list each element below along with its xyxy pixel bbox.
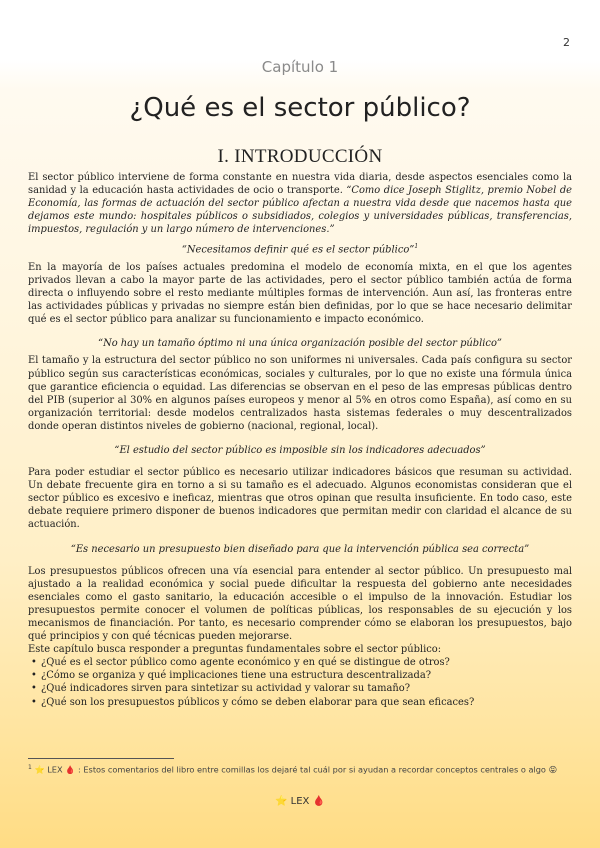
page-number: 2 bbox=[563, 36, 570, 49]
list-item: • ¿Qué es el sector público como agente económico y en qué se distingue de otros? bbox=[41, 656, 572, 669]
intro-text: El sector público interviene de forma constante en nuestra vida diaria, desde aspectos esenciales como la sanidad y la educación hasta actividades de ocio o transporte. bbox=[28, 172, 572, 197]
main-content bbox=[28, 171, 572, 709]
star-icon: ⭐ bbox=[34, 764, 45, 775]
section-body: En la mayoría de los países actuales predomina el modelo de economía mixta, en el que los agentes privados llevan a cabo la mayor parte de las actividades, pero el sector público también actúa de forma directa o influyendo sobre el resto mediante múltiples formas de intervención. Aun así, las fronteras entre las actividades públicas y privadas no siempre están bien definidas, por lo que se hace necesario delimitar qué es el sector público para analizar su funcionamiento e impacto económico. bbox=[28, 261, 572, 326]
section-subhead: “Es necesario un presupuesto bien diseñado para que la intervención pública sea correcta” bbox=[70, 543, 530, 555]
subhead-text: “Necesitamos definir qué es el sector público” bbox=[181, 244, 415, 256]
footnote-author: LEX bbox=[47, 764, 63, 775]
section-subhead bbox=[28, 240, 572, 256]
stiglitz-quote: “Como dice Joseph Stiglitz, premio Nobel de Economía, las formas de actuación del sector público afectan a nuestra vida desde que nacemos hasta que dejamos este mundo: hospitales públicos o subsidiados, colegios y universidades públicas, transferencias, impuestos, regulación y un largo número de intervenciones.” bbox=[28, 185, 572, 236]
spacer bbox=[28, 433, 572, 440]
footnote-ref[interactable]: 1 bbox=[414, 243, 419, 251]
footnote-text: : Estos comentarios del libro entre comillas los dejaré tal cuál por si ayudan a recordar conceptos centrales o algo bbox=[78, 764, 546, 775]
footer-author: LEX bbox=[290, 796, 310, 807]
footnote bbox=[28, 764, 578, 776]
intro-paragraph bbox=[28, 171, 572, 236]
question-list bbox=[28, 656, 572, 708]
page-title: ¿Qué es el sector público? bbox=[129, 93, 471, 123]
section-subhead: “No hay un tamaño óptimo ni una única organización posible del sector público” bbox=[98, 338, 502, 350]
list-item: • ¿Qué son los presupuestos públicos y cómo se deben elaborar para que sean eficaces? bbox=[41, 696, 572, 709]
list-item: • ¿Qué indicadores sirven para sintetizar su actividad y valorar su tamaño? bbox=[41, 682, 572, 695]
section-body: Los presupuestos públicos ofrecen una vía esencial para entender al sector público. Un presupuesto mal ajustado a la realidad económica y social puede dificultar la respuesta del gobierno ante necesidades esenciales como el gasto sanitario, la educación accesible o el impulso de la innovación. Estudiar los presupuestos permite conocer el volumen de políticas públicas, los responsables de su ejecución y los mecanismos de financiación. Por tanto, es necesario comprender cómo se elaboran los presupuestos, bajo qué principios y con qué técnicas pueden mejorarse. bbox=[28, 565, 572, 643]
spacer bbox=[28, 326, 572, 333]
section-subhead: “El estudio del sector público es imposible sin los indicadores adecuados” bbox=[114, 444, 486, 456]
section-body: Para poder estudiar el sector público es necesario utilizar indicadores básicos que resuman su actividad. Un debate frecuente gira en torno a si su tamaño es el adecuado. Algunos economistas consideran que el sector público es excesivo e ineficaz, mientras que otros opinan que resulta insuficiente. En todo caso, este debate requiere primero disponer de buenos indicadores que permitan medir con claridad el alcance de su actuación. bbox=[28, 467, 572, 531]
closing-lead: Este capítulo busca responder a preguntas fundamentales sobre el sector público: bbox=[28, 644, 442, 656]
section-body: El tamaño y la estructura del sector público no son uniformes ni universales. Cada país configura su sector público según sus características económicas, sociales y culturales, por lo que no existe una fórmula única que garantice eficiencia o equidad. Las diferencias se observan en el peso de las empresas públicas dentro del PIB (superior al 30% en algunos países europeos y menor al 5% en otros como España), así como en su organización territorial: desde modelos centralizados hasta sistemas federales o muy descentralizados donde operan distintos niveles de gobierno (nacional, regional, local). bbox=[28, 355, 572, 432]
footnote-divider bbox=[28, 758, 174, 759]
tongue-out-emoji-icon: 😝 bbox=[548, 764, 558, 775]
page-footer bbox=[0, 796, 600, 807]
blood-drop-icon: 🩸 bbox=[65, 764, 76, 775]
spacer bbox=[28, 532, 572, 539]
footnote-number: 1 bbox=[28, 764, 32, 771]
blood-drop-icon: 🩸 bbox=[312, 796, 326, 807]
chapter-label: Capítulo 1 bbox=[261, 58, 339, 76]
section-heading: I. INTRODUCCIÓN bbox=[217, 146, 383, 167]
list-item: • ¿Cómo se organiza y qué implicaciones tiene una estructura descentralizada? bbox=[41, 669, 572, 682]
star-icon: ⭐ bbox=[274, 796, 288, 807]
